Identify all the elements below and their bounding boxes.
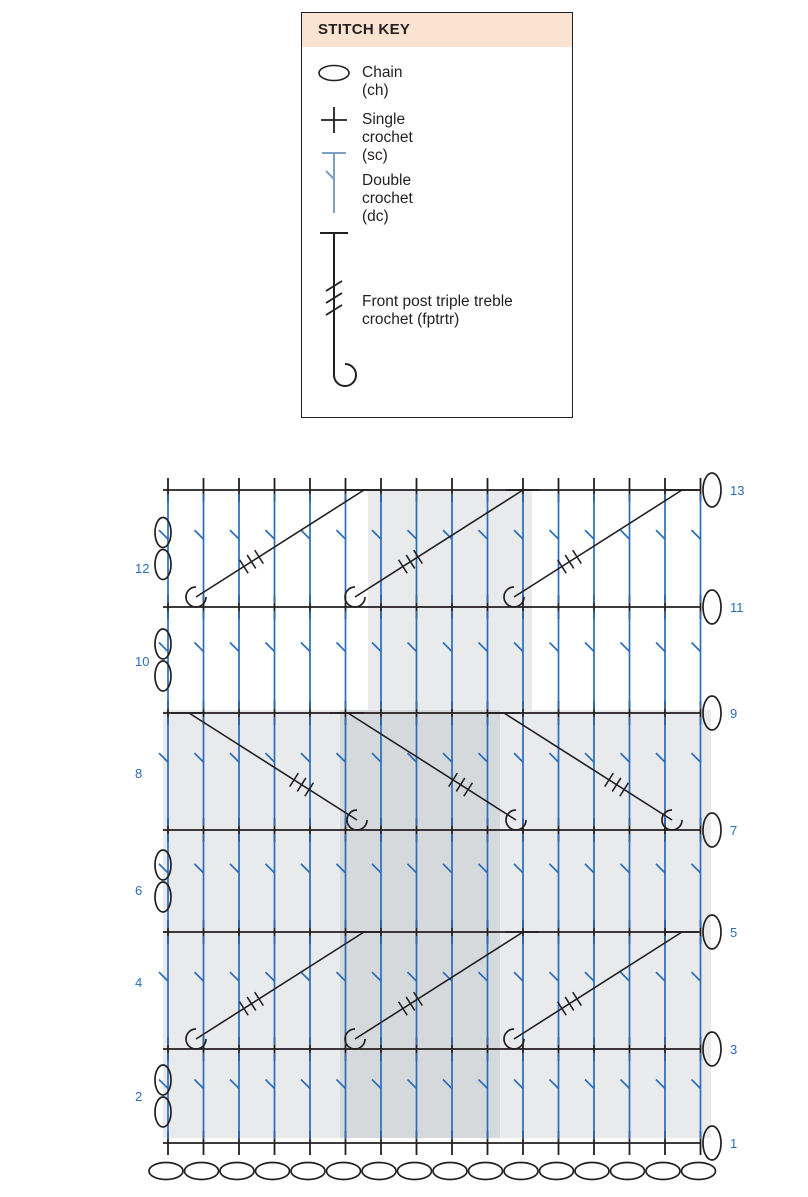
svg-text:13: 13 xyxy=(730,483,745,498)
stitch-key-header xyxy=(302,13,572,47)
key-label-fptrtr: Front post triple treble crochet (fptrtr) xyxy=(362,293,513,328)
svg-text:9: 9 xyxy=(730,706,738,721)
svg-text:6: 6 xyxy=(135,883,143,898)
svg-text:11: 11 xyxy=(730,600,744,615)
svg-text:8: 8 xyxy=(135,766,143,781)
stitch-chart xyxy=(0,455,808,1197)
svg-text:5: 5 xyxy=(730,925,738,940)
key-label-single-crochet: Single crochet (sc) xyxy=(362,111,413,164)
stitch-key-title: STITCH KEY xyxy=(318,21,411,38)
svg-text:7: 7 xyxy=(730,823,738,838)
key-label-double-crochet: Double crochet (dc) xyxy=(362,172,413,225)
svg-text:12: 12 xyxy=(135,561,150,576)
svg-text:1: 1 xyxy=(730,1136,738,1151)
key-label-chain: Chain (ch) xyxy=(362,64,403,99)
svg-text:4: 4 xyxy=(135,975,143,990)
svg-text:10: 10 xyxy=(135,654,150,669)
svg-text:3: 3 xyxy=(730,1042,738,1057)
foundation-chain xyxy=(149,1163,716,1180)
stitch-chart-svg xyxy=(0,455,808,1197)
svg-text:2: 2 xyxy=(135,1089,143,1104)
stitch-key-box xyxy=(301,12,573,418)
